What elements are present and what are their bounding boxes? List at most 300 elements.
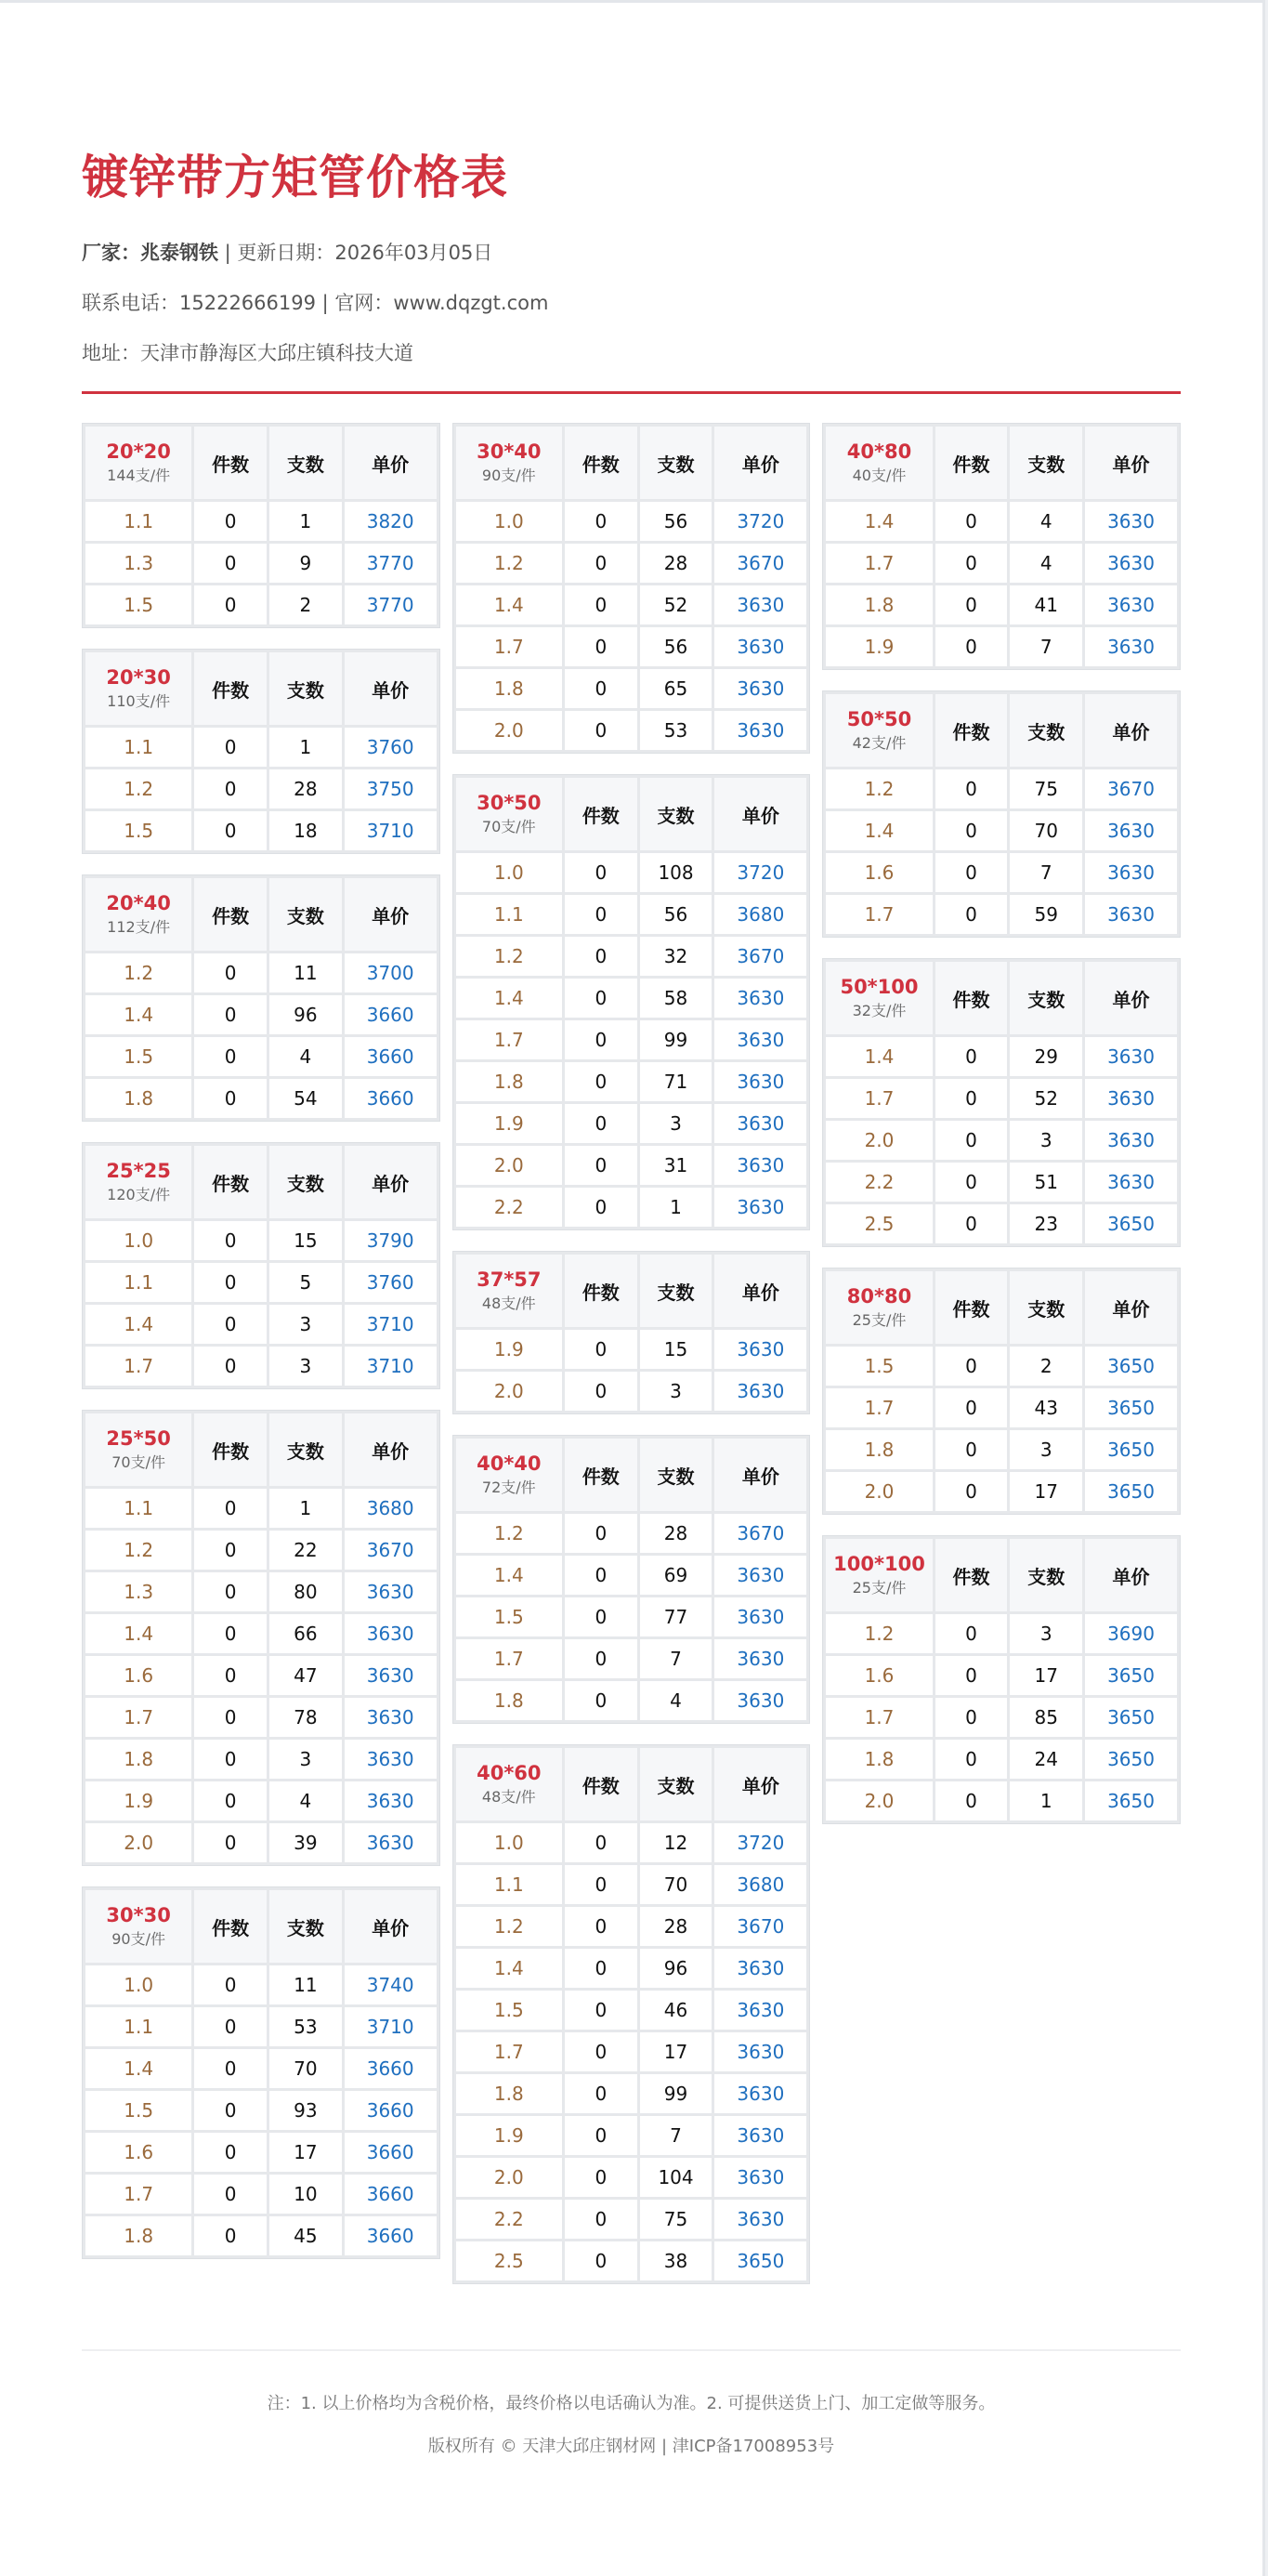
price-table <box>82 1410 440 1866</box>
thickness-cell: 1.2 <box>826 769 932 808</box>
size-label: 80*80 <box>846 1285 912 1308</box>
size-label: 20*20 <box>106 440 171 463</box>
thickness-cell: 1.4 <box>456 1556 562 1595</box>
table-row <box>456 585 807 624</box>
price-header: 单价 <box>1085 1539 1177 1611</box>
size-header-cell <box>85 1890 191 1963</box>
table-row <box>85 1614 437 1653</box>
thickness-cell: 1.4 <box>85 995 191 1034</box>
sticks-header: 支数 <box>640 778 712 850</box>
pieces-cell: 0 <box>565 1020 637 1059</box>
price-table-columns <box>82 423 1181 2284</box>
pieces-cell: 0 <box>565 1104 637 1143</box>
pieces-cell: 0 <box>935 1656 1008 1695</box>
sticks-cell: 56 <box>640 627 712 666</box>
sticks-header: 支数 <box>269 878 342 951</box>
price-cell: 3660 <box>345 2133 437 2172</box>
price-table <box>822 423 1181 670</box>
pieces-cell: 0 <box>565 1372 637 1411</box>
thickness-cell: 1.0 <box>456 502 562 541</box>
footer-copyright: 版权所有 © 天津大邱庄钢材网 | 津ICP备17008953号 <box>427 2437 835 2456</box>
pieces-cell: 0 <box>194 1965 267 2004</box>
table-row <box>85 1823 437 1862</box>
pieces-header: 件数 <box>565 1255 637 1327</box>
sticks-header: 支数 <box>269 427 342 499</box>
pieces-cell: 0 <box>194 2133 267 2172</box>
sticks-cell: 38 <box>640 2241 712 2280</box>
price-cell: 3670 <box>1085 769 1177 808</box>
price-header: 单价 <box>1085 962 1177 1034</box>
sticks-cell: 93 <box>269 2091 342 2130</box>
size-label: 30*50 <box>477 792 542 814</box>
thickness-cell: 1.9 <box>456 1330 562 1369</box>
pieces-cell: 0 <box>194 1740 267 1779</box>
thickness-cell: 1.4 <box>456 585 562 624</box>
sticks-cell: 75 <box>640 2200 712 2239</box>
price-cell: 3650 <box>1085 1388 1177 1427</box>
sticks-cell: 41 <box>1010 585 1082 624</box>
price-cell: 3650 <box>714 2241 806 2280</box>
pieces-cell: 0 <box>935 1472 1008 1511</box>
pieces-cell: 0 <box>935 585 1008 624</box>
pieces-cell: 0 <box>565 1681 637 1720</box>
thickness-cell: 1.5 <box>85 585 191 624</box>
price-cell: 3660 <box>345 2091 437 2130</box>
thickness-cell: 2.0 <box>826 1121 932 1160</box>
thickness-cell: 1.7 <box>456 627 562 666</box>
sticks-cell: 75 <box>1010 769 1082 808</box>
size-label: 25*50 <box>106 1427 171 1450</box>
sticks-header: 支数 <box>1010 1539 1082 1611</box>
thickness-cell: 1.2 <box>85 1531 191 1570</box>
table-row <box>456 979 807 1018</box>
sticks-cell: 43 <box>1010 1388 1082 1427</box>
pack-count: 40支/件 <box>852 467 907 484</box>
pieces-cell: 0 <box>565 1823 637 1862</box>
thickness-cell: 1.7 <box>826 1698 932 1737</box>
sticks-cell: 28 <box>269 769 342 808</box>
table-row <box>456 1991 807 2030</box>
sticks-cell: 66 <box>269 1614 342 1653</box>
sticks-cell: 10 <box>269 2175 342 2214</box>
price-cell: 3820 <box>345 502 437 541</box>
table-header-row <box>826 427 1177 499</box>
price-cell: 3630 <box>714 1372 806 1411</box>
size-label: 40*80 <box>846 440 912 463</box>
table-header-row <box>85 652 437 725</box>
sticks-cell: 77 <box>640 1597 712 1636</box>
table-row <box>85 1489 437 1528</box>
update-date: | 更新日期：2026年03月05日 <box>218 242 493 264</box>
table-row <box>85 1531 437 1570</box>
table-column <box>822 423 1181 1824</box>
pack-count: 90支/件 <box>111 1930 166 1948</box>
size-label: 30*40 <box>477 440 542 463</box>
table-row <box>85 2049 437 2088</box>
thickness-cell: 2.0 <box>85 1823 191 1862</box>
contact-line: 联系电话：15222666199 | 官网：www.dqzgt.com <box>82 292 549 314</box>
price-table <box>82 874 440 1122</box>
price-cell: 3690 <box>1085 1614 1177 1653</box>
pieces-cell: 0 <box>194 2007 267 2046</box>
price-cell: 3630 <box>714 627 806 666</box>
price-cell: 3670 <box>345 1531 437 1570</box>
sticks-cell: 96 <box>640 1949 712 1988</box>
price-header: 单价 <box>345 878 437 951</box>
thickness-cell: 1.4 <box>456 979 562 1018</box>
thickness-cell: 1.8 <box>85 2216 191 2255</box>
thickness-cell: 1.8 <box>826 585 932 624</box>
table-row <box>826 1698 1177 1737</box>
pieces-cell: 0 <box>194 1823 267 1862</box>
price-header: 单价 <box>714 1439 806 1511</box>
sticks-cell: 3 <box>269 1305 342 1344</box>
sticks-header: 支数 <box>640 1255 712 1327</box>
thickness-cell: 1.2 <box>85 953 191 992</box>
pieces-cell: 0 <box>935 895 1008 934</box>
pieces-cell: 0 <box>194 728 267 767</box>
table-row <box>456 1146 807 1185</box>
thickness-cell: 1.8 <box>456 2074 562 2113</box>
table-row <box>85 1263 437 1302</box>
size-header-cell <box>826 1271 932 1344</box>
price-cell: 3630 <box>345 1781 437 1820</box>
price-cell: 3630 <box>1085 811 1177 850</box>
sticks-cell: 99 <box>640 1020 712 1059</box>
pieces-cell: 0 <box>565 2158 637 2197</box>
table-row <box>826 1388 1177 1427</box>
price-table <box>822 1268 1181 1515</box>
pieces-cell: 0 <box>194 769 267 808</box>
sticks-cell: 56 <box>640 895 712 934</box>
table-row <box>826 1656 1177 1695</box>
price-cell: 3680 <box>714 1865 806 1904</box>
thickness-cell: 1.7 <box>826 544 932 583</box>
sticks-cell: 53 <box>269 2007 342 2046</box>
price-header: 单价 <box>345 1413 437 1486</box>
table-row <box>826 502 1177 541</box>
sticks-cell: 7 <box>1010 853 1082 892</box>
table-row <box>85 1781 437 1820</box>
table-row <box>85 1740 437 1779</box>
pieces-cell: 0 <box>194 995 267 1034</box>
sticks-cell: 23 <box>1010 1204 1082 1243</box>
sticks-cell: 47 <box>269 1656 342 1695</box>
sticks-cell: 58 <box>640 979 712 1018</box>
sticks-cell: 7 <box>640 2116 712 2155</box>
price-table <box>82 649 440 854</box>
price-cell: 3630 <box>345 1823 437 1862</box>
price-cell: 3650 <box>1085 1656 1177 1695</box>
pieces-cell: 0 <box>565 2116 637 2155</box>
table-row <box>456 937 807 976</box>
thickness-cell: 1.8 <box>85 1740 191 1779</box>
sticks-header: 支数 <box>1010 962 1082 1034</box>
price-cell: 3660 <box>345 1037 437 1076</box>
thickness-cell: 1.6 <box>85 1656 191 1695</box>
manufacturer-name: 兆泰钢铁 <box>140 242 218 264</box>
pieces-cell: 0 <box>194 502 267 541</box>
thickness-cell: 1.8 <box>456 669 562 708</box>
pieces-cell: 0 <box>194 1698 267 1737</box>
table-row <box>826 585 1177 624</box>
price-cell: 3770 <box>345 585 437 624</box>
sticks-cell: 3 <box>640 1104 712 1143</box>
pieces-cell: 0 <box>565 1556 637 1595</box>
table-row <box>456 1330 807 1369</box>
thickness-cell: 2.0 <box>826 1472 932 1511</box>
pieces-header: 件数 <box>194 1146 267 1218</box>
pack-count: 48支/件 <box>481 1295 536 1312</box>
price-cell: 3650 <box>1085 1204 1177 1243</box>
pieces-cell: 0 <box>194 585 267 624</box>
size-header-cell <box>826 1539 932 1611</box>
pieces-cell: 0 <box>935 1347 1008 1386</box>
table-row <box>826 544 1177 583</box>
sticks-cell: 2 <box>269 585 342 624</box>
table-row <box>456 1597 807 1636</box>
table-header-row <box>826 694 1177 767</box>
price-cell: 3630 <box>1085 585 1177 624</box>
table-row <box>826 811 1177 850</box>
table-row <box>456 1514 807 1553</box>
table-row <box>826 1430 1177 1469</box>
thickness-cell: 1.3 <box>85 1572 191 1611</box>
pieces-cell: 0 <box>935 502 1008 541</box>
price-header: 单价 <box>1085 694 1177 767</box>
pieces-header: 件数 <box>194 878 267 951</box>
pieces-cell: 0 <box>565 2032 637 2071</box>
pieces-cell: 0 <box>565 1062 637 1101</box>
pieces-cell: 0 <box>194 1489 267 1528</box>
table-row <box>826 1204 1177 1243</box>
sticks-cell: 71 <box>640 1062 712 1101</box>
table-column <box>452 423 811 2284</box>
thickness-cell: 1.1 <box>85 1489 191 1528</box>
table-row <box>85 1965 437 2004</box>
sticks-cell: 28 <box>640 1514 712 1553</box>
price-cell: 3630 <box>714 585 806 624</box>
table-row <box>85 544 437 583</box>
table-row <box>85 769 437 808</box>
price-cell: 3650 <box>1085 1472 1177 1511</box>
sticks-cell: 7 <box>640 1639 712 1678</box>
price-cell: 3630 <box>1085 502 1177 541</box>
pieces-cell: 0 <box>194 1347 267 1386</box>
thickness-cell: 1.2 <box>826 1614 932 1653</box>
sticks-cell: 3 <box>269 1740 342 1779</box>
thickness-cell: 1.4 <box>85 2049 191 2088</box>
size-header-cell <box>826 694 932 767</box>
price-header: 单价 <box>345 1146 437 1218</box>
table-row <box>85 2091 437 2130</box>
table-row <box>456 1639 807 1678</box>
price-table <box>452 774 811 1230</box>
size-header-cell <box>456 1439 562 1511</box>
table-row <box>826 1037 1177 1076</box>
pieces-header: 件数 <box>565 1748 637 1820</box>
address-line: 地址：天津市静海区大邱庄镇科技大道 <box>82 342 413 364</box>
table-row <box>85 2007 437 2046</box>
pieces-header: 件数 <box>194 1413 267 1486</box>
price-cell: 3710 <box>345 2007 437 2046</box>
pieces-cell: 0 <box>194 1305 267 1344</box>
thickness-cell: 1.5 <box>456 1991 562 2030</box>
thickness-cell: 2.5 <box>456 2241 562 2280</box>
pieces-cell: 0 <box>194 1037 267 1076</box>
sticks-cell: 99 <box>640 2074 712 2113</box>
sticks-cell: 54 <box>269 1079 342 1118</box>
pieces-cell: 0 <box>565 1514 637 1553</box>
size-label: 25*25 <box>106 1160 171 1182</box>
table-header-row <box>456 1439 807 1511</box>
table-row <box>456 2032 807 2071</box>
sticks-cell: 80 <box>269 1572 342 1611</box>
price-cell: 3630 <box>714 1330 806 1369</box>
price-table <box>452 1435 811 1724</box>
thickness-cell: 1.6 <box>826 1656 932 1695</box>
sticks-cell: 1 <box>640 1188 712 1227</box>
price-cell: 3630 <box>714 1146 806 1185</box>
sticks-cell: 17 <box>1010 1656 1082 1695</box>
sticks-cell: 108 <box>640 853 712 892</box>
price-cell: 3630 <box>714 1597 806 1636</box>
thickness-cell: 1.9 <box>456 2116 562 2155</box>
pieces-cell: 0 <box>194 1572 267 1611</box>
table-row <box>85 2175 437 2214</box>
table-header-row <box>826 1539 1177 1611</box>
pieces-header: 件数 <box>935 962 1008 1034</box>
price-cell: 3670 <box>714 1907 806 1946</box>
sticks-header: 支数 <box>640 427 712 499</box>
pieces-cell: 0 <box>565 711 637 750</box>
sticks-cell: 9 <box>269 544 342 583</box>
price-cell: 3700 <box>345 953 437 992</box>
pieces-cell: 0 <box>565 1865 637 1904</box>
size-header-cell <box>456 1748 562 1820</box>
sticks-header: 支数 <box>269 1890 342 1963</box>
thickness-cell: 1.7 <box>85 2175 191 2214</box>
pieces-cell: 0 <box>565 2200 637 2239</box>
pack-count: 72支/件 <box>481 1479 536 1496</box>
thickness-cell: 1.1 <box>456 895 562 934</box>
sticks-cell: 3 <box>269 1347 342 1386</box>
sticks-cell: 39 <box>269 1823 342 1862</box>
table-header-row <box>85 878 437 951</box>
sticks-cell: 3 <box>640 1372 712 1411</box>
table-header-row <box>85 1890 437 1963</box>
price-header: 单价 <box>714 1255 806 1327</box>
thickness-cell: 1.0 <box>85 1221 191 1260</box>
sticks-header: 支数 <box>269 1146 342 1218</box>
price-cell: 3630 <box>714 1681 806 1720</box>
sticks-cell: 31 <box>640 1146 712 1185</box>
table-row <box>826 1163 1177 1202</box>
price-cell: 3630 <box>714 2200 806 2239</box>
pieces-header: 件数 <box>565 427 637 499</box>
price-cell: 3630 <box>714 2158 806 2197</box>
size-header-cell <box>826 427 932 499</box>
thickness-cell: 1.7 <box>456 1639 562 1678</box>
price-cell: 3630 <box>345 1614 437 1653</box>
sticks-cell: 69 <box>640 1556 712 1595</box>
thickness-cell: 1.8 <box>826 1430 932 1469</box>
sticks-header: 支数 <box>640 1439 712 1511</box>
price-cell: 3630 <box>1085 1163 1177 1202</box>
sticks-cell: 52 <box>640 585 712 624</box>
pieces-cell: 0 <box>935 811 1008 850</box>
table-row <box>826 769 1177 808</box>
table-row <box>826 1740 1177 1779</box>
price-cell: 3710 <box>345 811 437 850</box>
size-header-cell <box>456 427 562 499</box>
price-cell: 3670 <box>714 1514 806 1553</box>
table-row <box>456 502 807 541</box>
thickness-cell: 1.7 <box>826 1388 932 1427</box>
sticks-header: 支数 <box>640 1748 712 1820</box>
size-label: 50*50 <box>846 708 912 730</box>
pieces-cell: 0 <box>194 544 267 583</box>
pieces-cell: 0 <box>565 669 637 708</box>
pack-count: 112支/件 <box>107 918 171 936</box>
thickness-cell: 1.1 <box>85 502 191 541</box>
sticks-cell: 11 <box>269 953 342 992</box>
pieces-cell: 0 <box>194 2049 267 2088</box>
size-label: 20*30 <box>106 666 171 689</box>
sticks-cell: 22 <box>269 1531 342 1570</box>
table-row <box>456 2074 807 2113</box>
pieces-cell: 0 <box>935 1614 1008 1653</box>
sticks-cell: 5 <box>269 1263 342 1302</box>
thickness-cell: 1.7 <box>85 1347 191 1386</box>
table-row <box>85 2133 437 2172</box>
sticks-cell: 4 <box>1010 544 1082 583</box>
table-row <box>456 2241 807 2280</box>
table-row <box>826 895 1177 934</box>
price-cell: 3660 <box>345 2216 437 2255</box>
sticks-cell: 12 <box>640 1823 712 1862</box>
price-header: 单价 <box>714 427 806 499</box>
table-row <box>85 1037 437 1076</box>
price-cell: 3630 <box>714 1020 806 1059</box>
price-cell: 3760 <box>345 728 437 767</box>
table-row <box>85 502 437 541</box>
table-row <box>85 1221 437 1260</box>
sticks-cell: 29 <box>1010 1037 1082 1076</box>
price-cell: 3630 <box>714 1556 806 1595</box>
price-cell: 3630 <box>714 1062 806 1101</box>
price-cell: 3630 <box>714 1991 806 2030</box>
thickness-cell: 1.7 <box>826 895 932 934</box>
table-header-row <box>826 1271 1177 1344</box>
pack-count: 70支/件 <box>111 1453 166 1471</box>
pieces-header: 件数 <box>935 694 1008 767</box>
footer-note: 注：1. 以上价格均为含税价格，最终价格以电话确认为准。2. 可提供送货上门、加工定做等服务。 <box>267 2394 996 2413</box>
sticks-cell: 70 <box>640 1865 712 1904</box>
thickness-cell: 1.2 <box>85 769 191 808</box>
sticks-header: 支数 <box>269 652 342 725</box>
table-row <box>456 1865 807 1904</box>
pieces-cell: 0 <box>565 544 637 583</box>
price-cell: 3630 <box>1085 853 1177 892</box>
table-row <box>456 627 807 666</box>
price-cell: 3630 <box>1085 627 1177 666</box>
price-cell: 3650 <box>1085 1347 1177 1386</box>
sticks-cell: 11 <box>269 1965 342 2004</box>
thickness-cell: 1.0 <box>456 1823 562 1862</box>
pieces-header: 件数 <box>935 427 1008 499</box>
table-header-row <box>456 1255 807 1327</box>
